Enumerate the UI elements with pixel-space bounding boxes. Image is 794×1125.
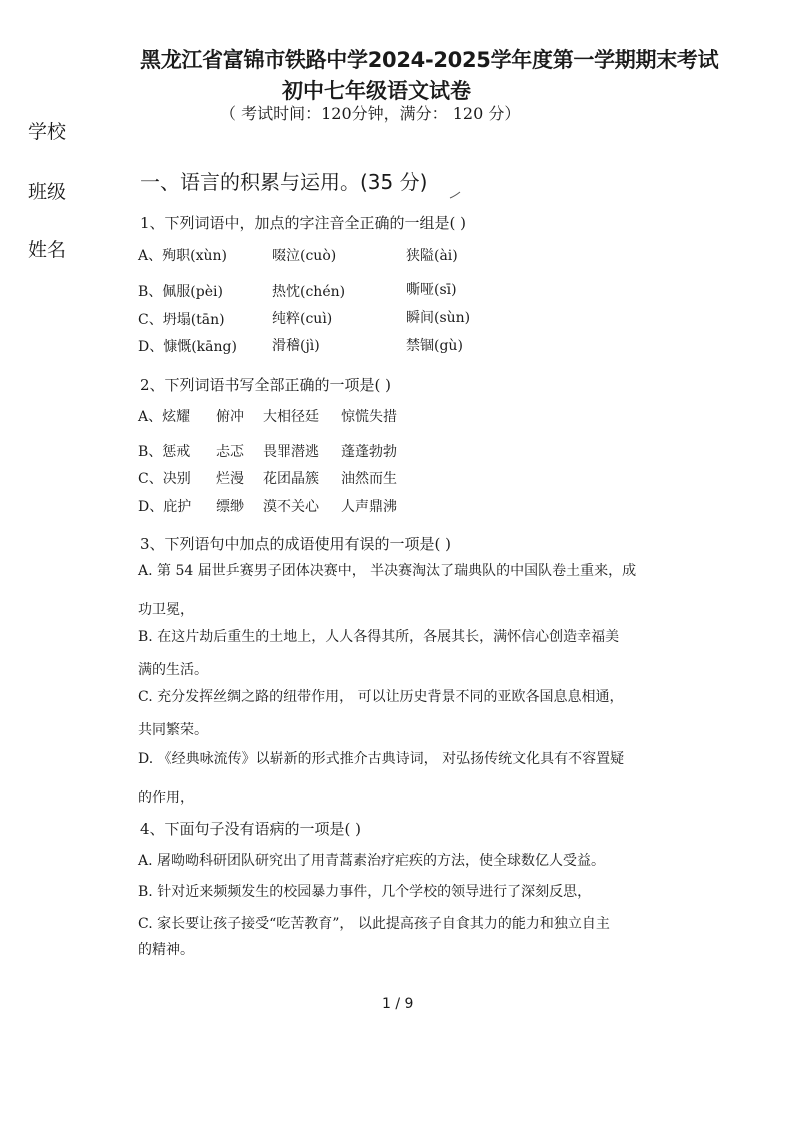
name-label: 姓名	[28, 239, 67, 261]
q2-option-c-word2: 烂漫	[216, 471, 244, 487]
q2-option-a-word3: 大相径廷	[263, 409, 319, 425]
q3-option-c: C. 充分发挥丝绸之路的纽带作用， 可以让历史背景不同的亚欧各国息息相通，	[138, 689, 624, 705]
page-number: 1 / 9	[382, 996, 414, 1012]
q1-option-b-word3: 嘶哑(sī)	[406, 282, 457, 298]
q1-option-d-word3: 禁锢(gù)	[406, 338, 463, 354]
q1-option-b-word2: 热忱(chén)	[272, 284, 346, 300]
q3-option-c-cont: 共同繁荣。	[138, 722, 208, 738]
q3-stem: 3、下列语句中加点的成语使用有误的一项是( )	[140, 535, 452, 553]
q4-stem: 4、下面句子没有语病的一项是( )	[140, 820, 362, 838]
q1-option-a-word3: 狭隘(ài)	[406, 248, 458, 264]
exam-title-line1: 黑龙江省富锦市铁路中学2024-2025学年度第一学期期末考试	[140, 48, 719, 72]
q1-option-c-word3: 瞬间(sùn)	[406, 310, 471, 326]
q4-option-b: B. 针对近来频频发生的校园暴力事件，几个学校的领导进行了深刻反思，	[138, 884, 592, 900]
q1-option-c-word2: 纯粹(cuì)	[272, 311, 333, 327]
section-title: 一、语言的积累与运用。(35 分)	[140, 170, 428, 194]
q2-option-a: A、炫耀	[138, 409, 191, 425]
q2-option-d-word2: 缥缈	[216, 499, 244, 515]
q2-option-b-word2: 忐忑	[216, 444, 244, 460]
exam-title-line2: 初中七年级语文试卷	[282, 79, 471, 103]
q3-option-b: B. 在这片劫后重生的土地上，人人各得其所，各展其长，满怀信心创造幸福美	[138, 629, 620, 645]
q2-option-c: C、决别	[138, 471, 191, 487]
q4-option-c: C. 家长要让孩子接受“吃苦教育”， 以此提高孩子自食其力的能力和独立自主	[138, 916, 610, 932]
q1-option-a: A、殉职(xùn)	[138, 248, 227, 264]
q2-option-d-word4: 人声鼎沸	[341, 499, 397, 515]
q3-option-a-cont: 功卫冕，	[138, 602, 194, 618]
q2-option-b: B、惩戒	[138, 444, 191, 460]
school-label: 学校	[28, 121, 67, 143]
q1-option-d-word2: 滑稽(jì)	[272, 338, 320, 354]
q1-option-d: D、慷慨(kāng)	[138, 339, 237, 355]
q1-option-a-word2: 啜泣(cuò)	[272, 248, 337, 264]
q2-option-c-word3: 花团晶簇	[263, 471, 319, 487]
q1-option-c: C、坍塌(tān)	[138, 312, 225, 328]
q3-option-a: A. 第 54 届世乒赛男子团体决赛中， 半决赛淘汰了瑞典队的中国队卷土重来，成	[138, 563, 637, 579]
q3-option-b-cont: 满的生活。	[138, 662, 208, 678]
q3-option-d: D. 《经典咏流传》以崭新的形式推介古典诗词， 对弘扬传统文化具有不容置疑	[138, 751, 625, 767]
q2-stem: 2、下列词语书写全部正确的一项是( )	[140, 376, 392, 394]
q4-option-c-cont: 的精神。	[138, 942, 194, 958]
class-label: 班级	[28, 181, 67, 203]
q2-option-a-word4: 惊慌失措	[341, 409, 397, 425]
q3-option-d-cont: 的作用，	[138, 790, 194, 806]
q1-stem: 1、下列词语中，加点的字注音全正确的一组是( )	[140, 214, 467, 232]
q2-option-d-word3: 漠不关心	[263, 499, 319, 515]
q2-option-c-word4: 油然而生	[341, 471, 397, 487]
q2-option-b-word3: 畏罪潜逃	[263, 444, 319, 460]
q1-option-b: B、佩服(pèi)	[138, 284, 223, 300]
pen-mark-icon	[448, 190, 462, 200]
q4-option-a: A. 屠呦呦科研团队研究出了用青蒿素治疗疟疾的方法，使全球数亿人受益。	[138, 853, 606, 869]
q2-option-d: D、庇护	[138, 499, 192, 515]
q2-option-b-word4: 蓬蓬勃勃	[341, 444, 397, 460]
q2-option-a-word2: 俯冲	[216, 409, 244, 425]
exam-info: （ 考试时间：120分钟，满分： 120 分）	[220, 104, 521, 123]
